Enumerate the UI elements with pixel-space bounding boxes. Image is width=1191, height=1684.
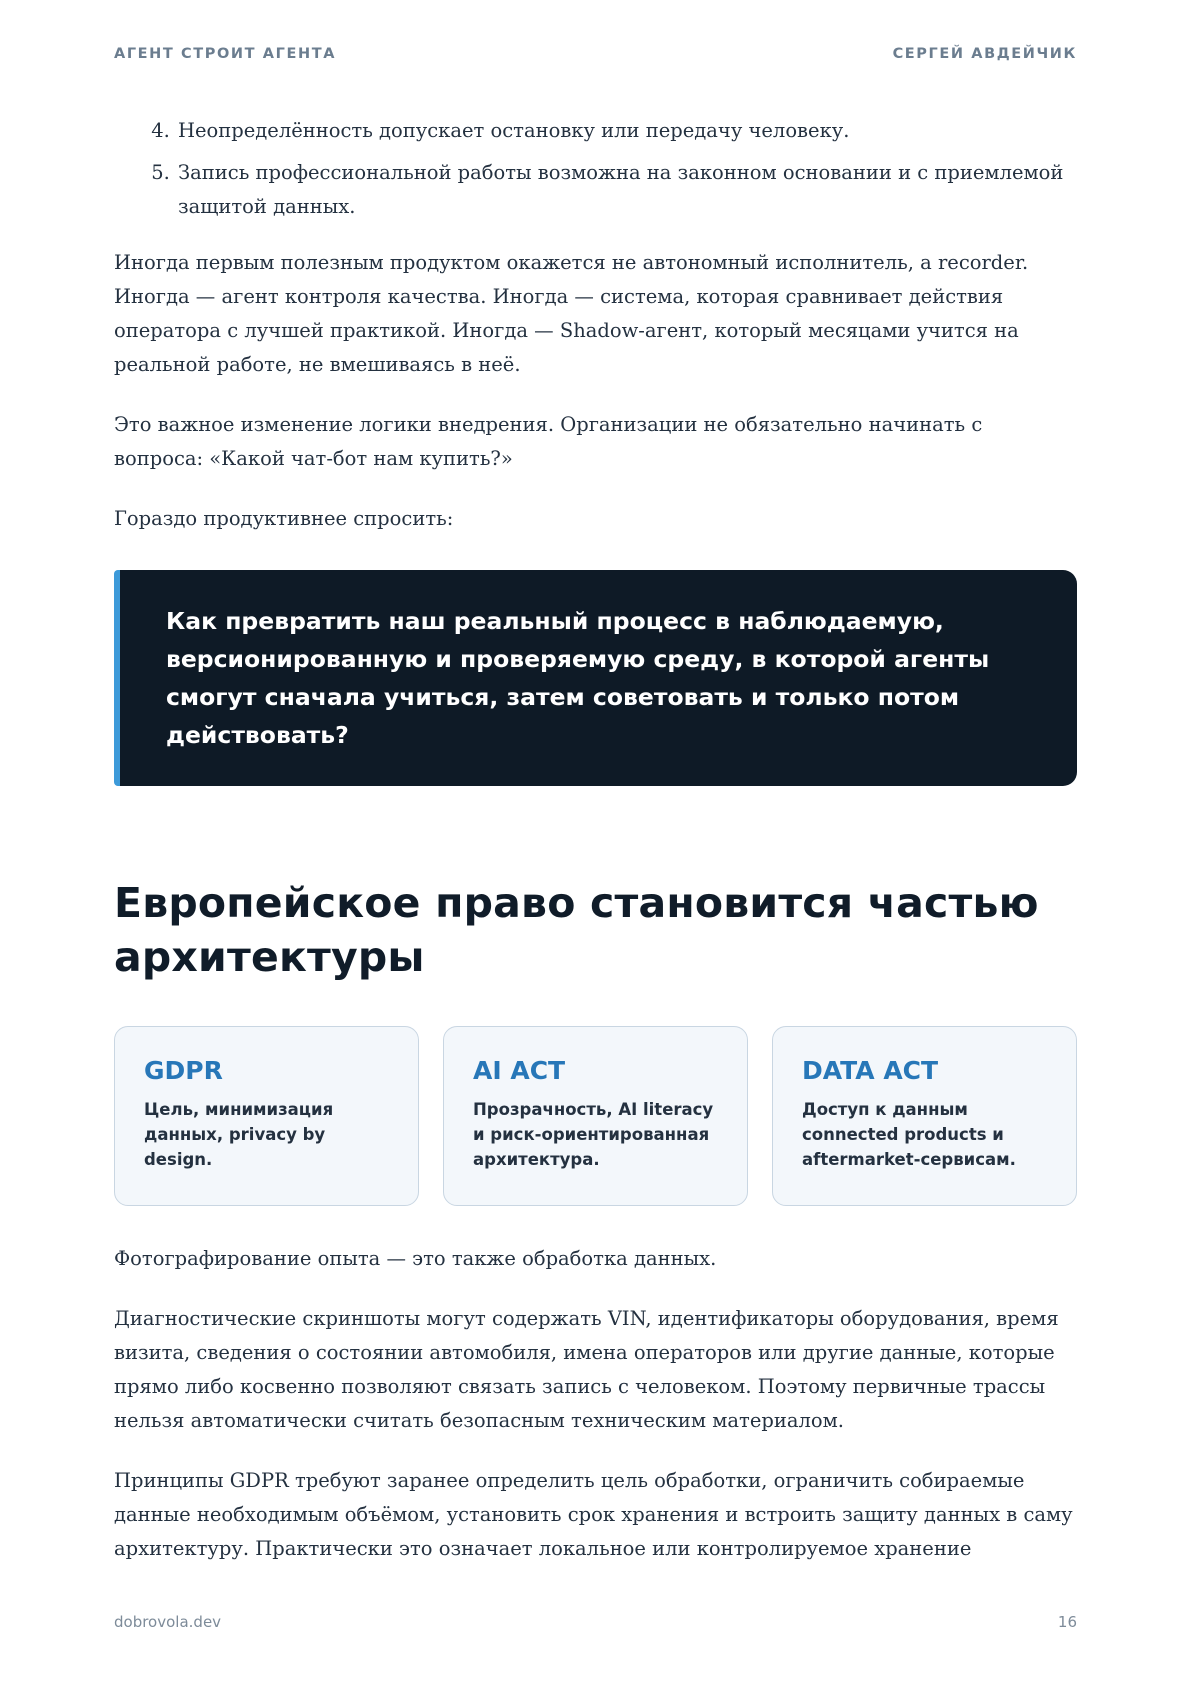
book-title: АГЕНТ СТРОИТ АГЕНТА xyxy=(114,46,337,62)
page-footer xyxy=(114,1613,1077,1631)
author-name: СЕРГЕЙ АВДЕЙЧИК xyxy=(892,46,1077,62)
site-url: dobrovola.dev xyxy=(114,1613,222,1631)
paragraph: Гораздо продуктивнее спросить: xyxy=(114,507,454,530)
section-heading: Европейское право становится частью архитектуры xyxy=(114,879,1039,981)
card-title: AI ACT xyxy=(473,1056,566,1085)
card-gdpr xyxy=(114,1026,419,1206)
paragraph: Иногда первым полезным продуктом окажется не автономный исполнитель, а recorder. Иногда — агент контроля качества. Иногда — система, которая сравнивает действия оператора с лучшей практикой. Иногда — Shadow-агент, который месяцами учится на реальной работе, не вмешиваясь в неё. xyxy=(114,251,1029,376)
card-ai-act xyxy=(443,1026,748,1206)
regulation-cards xyxy=(114,1026,1077,1206)
card-text: Цель, минимизация данных, privacy by design. xyxy=(144,1100,334,1169)
card-text: Прозрачность, AI literacy и риск-ориентированная архитектура. xyxy=(473,1100,714,1169)
paragraph: Фотографирование опыта — это также обработка данных. xyxy=(114,1247,717,1270)
card-text: Доступ к данным connected products и aftermarket-сервисам. xyxy=(802,1100,1016,1169)
card-title: GDPR xyxy=(144,1056,223,1085)
list-item: 4. Неопределённость допускает остановку или передачу человеку. xyxy=(176,114,1077,148)
paragraph: Принципы GDPR требуют заранее определить цель обработки, ограничить собираемые данные необходимым объёмом, установить срок хранения и встроить защиту данных в саму архитектуру. Практически это означает локальное или контролируемое хранение xyxy=(114,1469,1073,1560)
paragraph: Диагностические скриншоты могут содержать VIN, идентификаторы оборудования, время визита, сведения о состоянии автомобиля, имена операторов или другие данные, которые прямо либо косвенно позволяют связать запись с человеком. Поэтому первичные трассы нельзя автоматически считать безопасным техническим материалом. xyxy=(114,1307,1059,1432)
list-item: 5. Запись профессиональной работы возможна на законном основании и с приемлемой защитой данных. xyxy=(176,156,1077,224)
running-header xyxy=(114,46,1077,62)
page-number: 16 xyxy=(1057,1613,1077,1631)
page-content xyxy=(114,114,1077,1592)
card-title: DATA ACT xyxy=(802,1056,939,1085)
card-data-act xyxy=(772,1026,1077,1206)
numbered-list xyxy=(114,114,1077,224)
body-section xyxy=(114,1242,1077,1566)
callout-quote: Как превратить наш реальный процесс в наблюдаемую, версионированную и проверяемую среду, в которой агенты смогут сначала учиться, затем советовать и только потом действовать? xyxy=(114,570,1077,786)
paragraph: Это важное изменение логики внедрения. Организации не обязательно начинать с вопроса: «Какой чат-бот нам купить?» xyxy=(114,413,983,470)
